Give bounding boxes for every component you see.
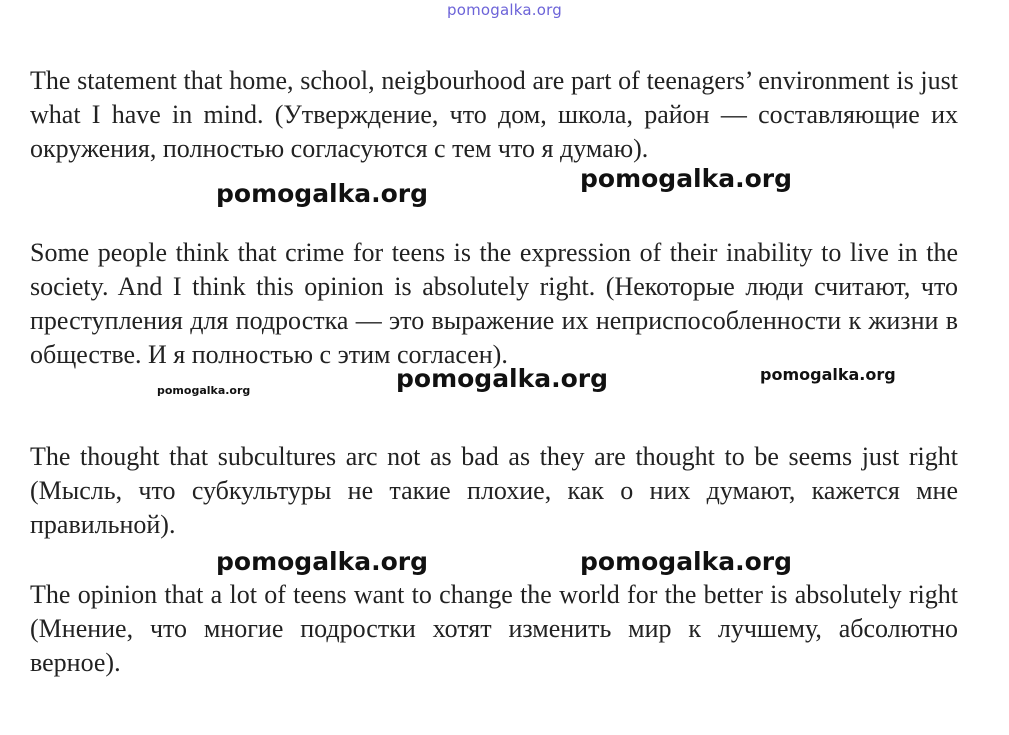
- paragraph-change-world: The opinion that a lot of teens want to change the world for the better is absolutely right (Мнение, что многие подростки хотят изменить мир к лучшему, абсолютно верное).: [30, 580, 958, 677]
- paragraph-crime-teens: Some people think that crime for teens is the expression of their inability to live in the society. And I think this opinion is absolutely right. (Некоторые люди считают, что преступления для подростка — это выражение их неприспособленности к жизни в обществе. И я полностью с этим согласен).: [30, 238, 958, 369]
- watermark: pomogalka.org: [157, 384, 251, 397]
- paragraph-subcultures: The thought that subcultures arc not as bad as they are thought to be seems just right (Мысль, что субкультуры не такие плохие, как о них думают, кажется мне правильной).: [30, 442, 958, 539]
- paragraph-home-school: The statement that home, school, neigbourhood are part of teenagers’ environment is just what I have in mind. (Утверждение, что дом, школа, район — составляющие их окружения, полностью согласуются с тем что я думаю).: [30, 66, 958, 163]
- watermark: pomogalka.org: [580, 547, 793, 576]
- watermark: pomogalka.org: [396, 364, 609, 393]
- watermark: pomogalka.org: [580, 164, 793, 193]
- watermark: pomogalka.org: [760, 365, 896, 384]
- watermark: pomogalka.org: [216, 547, 429, 576]
- header-watermark: pomogalka.org: [447, 1, 562, 19]
- watermark: pomogalka.org: [216, 179, 429, 208]
